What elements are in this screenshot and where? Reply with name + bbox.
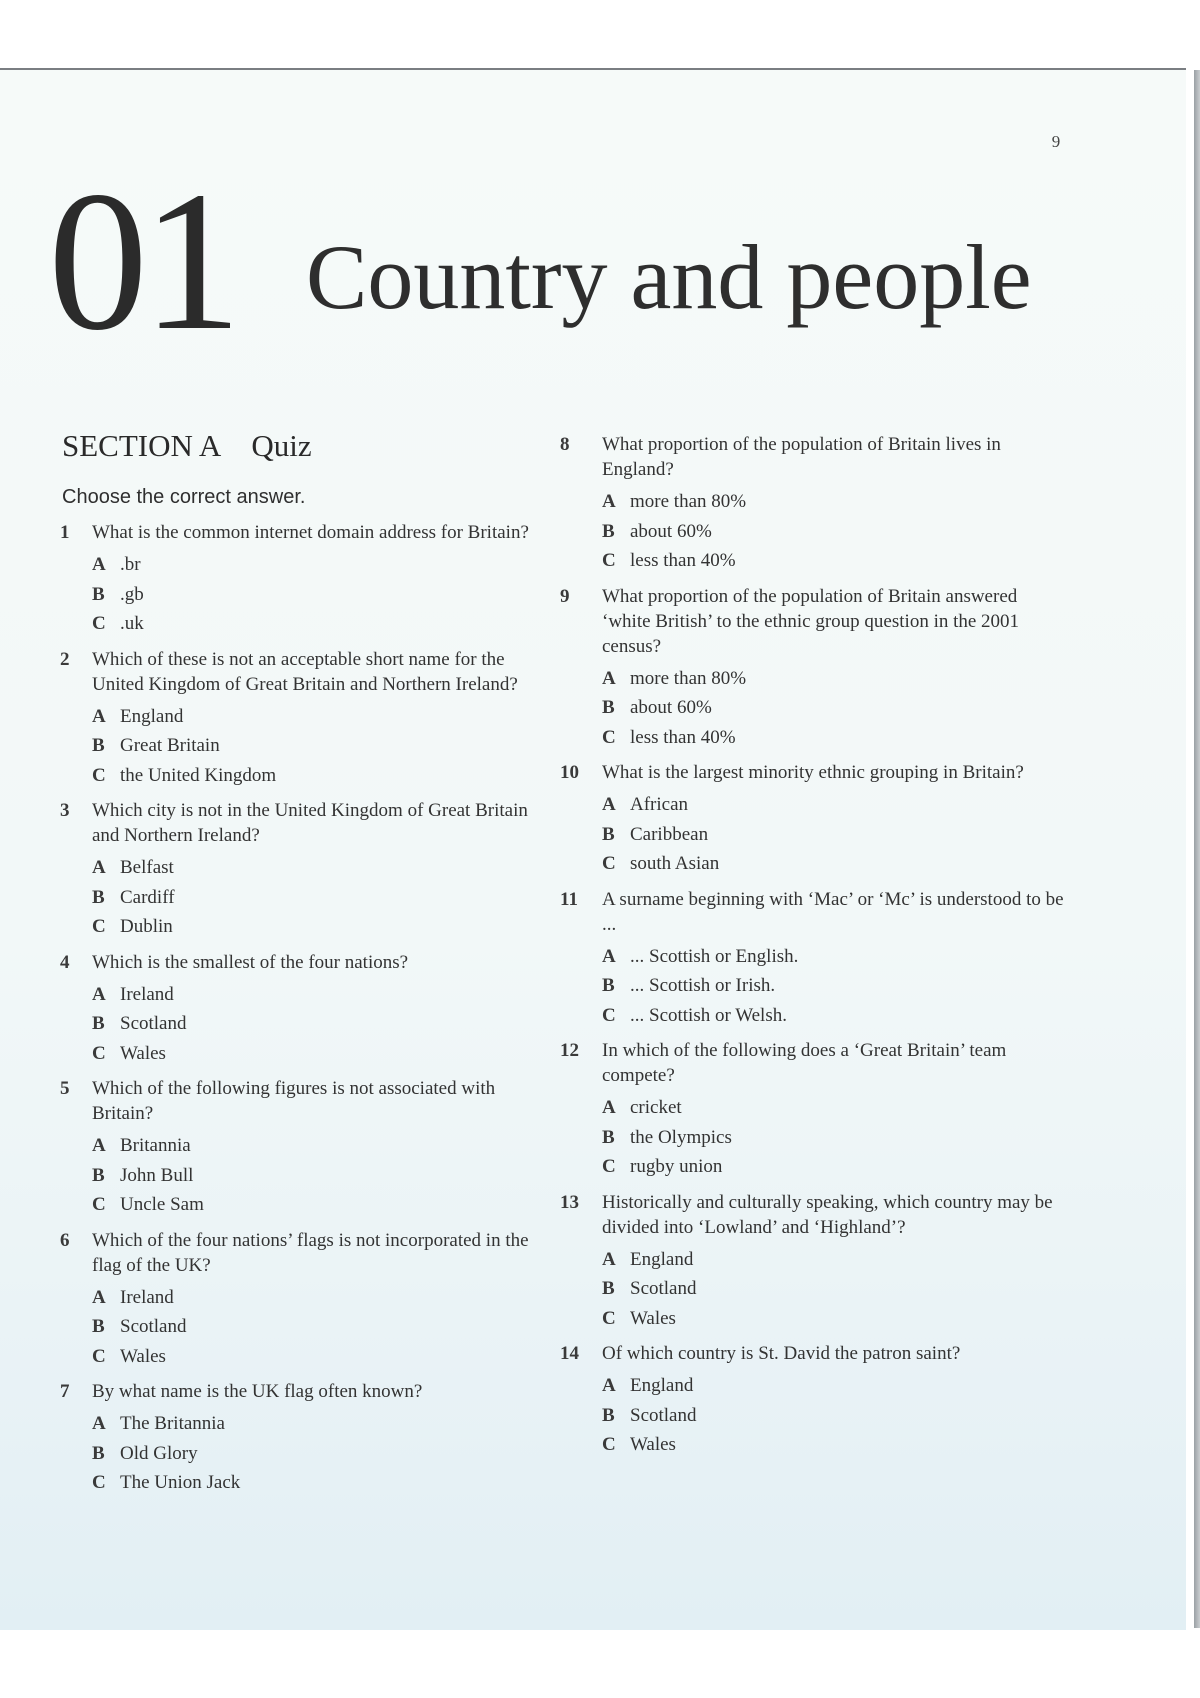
question [560,1190,1070,1334]
option [92,1342,560,1372]
option [602,1152,1070,1182]
question-text: In which of the following does a ‘Great Britain’ team compete? [602,1040,1007,1086]
option-letter: C [602,1307,616,1329]
option [602,546,1070,576]
question-number: 3 [60,800,70,821]
option-text: The Britannia [120,1413,225,1434]
section-title: Quiz [251,428,312,463]
option-letter: C [92,1345,106,1367]
question-text: What proportion of the population of Britain answered ‘white British’ to the ethnic group question in the 2001 census? [602,585,1020,657]
option-text: about 60% [630,697,712,718]
options [92,1131,560,1220]
option [92,761,560,791]
option-text: more than 80% [630,667,747,689]
option-letter: A [602,794,616,815]
option [602,1245,1070,1275]
option [602,1430,1070,1460]
question [60,1379,560,1498]
question-text: By what name is the UK flag often known? [92,1381,423,1402]
option-letter: C [92,764,106,786]
question-number: 9 [560,585,570,607]
option-letter: A [92,554,106,575]
option-text: cricket [630,1097,682,1118]
question-text: Which of the following figures is not associated with Britain? [92,1078,496,1124]
option-letter: A [92,983,106,1005]
option [602,517,1070,547]
option-text: Wales [120,1042,166,1064]
question-number: 4 [60,951,70,973]
option [92,883,560,913]
question [560,432,1070,576]
option [92,1039,560,1069]
question-text: Which city is not in the United Kingdom of Great Britain and Northern Ireland? [92,800,528,846]
option-letter: A [92,857,106,878]
option-letter: A [92,705,106,727]
option-letter: C [92,916,106,937]
option-letter: C [602,550,616,571]
option-text: .gb [120,583,144,605]
question-number: 12 [560,1040,579,1061]
option-letter: C [92,1194,106,1215]
option-letter: B [92,1442,105,1464]
question-text: What proportion of the population of Britain lives in England? [602,434,1001,480]
option-letter: B [92,583,105,605]
options [602,1371,1070,1460]
option [92,702,560,732]
option-text: Scotland [630,1404,697,1426]
option [602,971,1070,1001]
option-text: less than 40% [630,726,736,748]
option-letter: C [92,1042,106,1064]
option-letter: B [602,823,615,845]
question-number: 14 [560,1343,579,1364]
option [602,1001,1070,1031]
option [92,1161,560,1191]
option [92,1009,560,1039]
question-number: 10 [560,762,579,783]
question [60,950,560,1069]
question-number: 6 [60,1229,70,1251]
option-text: Scotland [630,1278,697,1299]
question [560,760,1070,879]
question-number: 11 [560,888,578,910]
question [60,647,560,791]
section-heading [62,428,312,464]
option-letter: A [602,1248,616,1270]
option [92,1439,560,1469]
question-column-right [560,432,1070,1468]
option-text: Wales [630,1434,676,1455]
question-number: 8 [560,434,570,455]
option [92,980,560,1010]
option [92,731,560,761]
option-letter: B [602,520,615,542]
option-text: rugby union [630,1156,723,1177]
question [60,1228,560,1372]
option-letter: B [92,1013,105,1034]
question-text: Historically and culturally speaking, which country may be divided into ‘Lowland’ and ‘Highland’? [602,1191,1053,1238]
option-text: the United Kingdom [120,764,277,786]
option-letter: C [602,1004,616,1026]
option-letter: C [602,1156,616,1177]
option [92,1468,560,1498]
option-letter: A [602,491,616,512]
option-text: England [630,1375,694,1396]
option-text: African [630,794,689,815]
option-letter: A [602,1375,616,1396]
option-text: England [120,705,184,727]
option-text: ... Scottish or Irish. [630,975,776,996]
option [602,1304,1070,1334]
option-letter: B [92,886,105,908]
option-letter: A [602,1097,616,1118]
option-letter: C [602,1434,616,1455]
option [92,1409,560,1439]
option-text: ... Scottish or Welsh. [630,1004,787,1026]
option-text: John Bull [120,1164,194,1186]
option-text: Cardiff [120,886,175,908]
option [92,1283,560,1313]
question-text: Which of the four nations’ flags is not incorporated in the flag of the UK? [92,1229,529,1276]
option [602,1123,1070,1153]
page-edge [1194,70,1200,1628]
option-text: Ireland [120,1286,174,1308]
option-text: England [630,1248,694,1270]
question-number: 5 [60,1078,70,1099]
option [92,853,560,883]
question-text: What is the common internet domain address for Britain? [92,522,529,543]
option-text: less than 40% [630,550,736,571]
option [92,1312,560,1342]
question-text: Which of these is not an acceptable short name for the United Kingdom of Great Britain and Northern Ireland? [92,648,518,695]
question [560,1038,1070,1182]
question-text: Of which country is St. David the patron saint? [602,1343,961,1364]
option [602,820,1070,850]
question-number: 13 [560,1191,579,1213]
option [602,849,1070,879]
option [602,790,1070,820]
option-text: .uk [120,613,144,634]
options [92,1283,560,1372]
option-letter: B [602,697,615,718]
option [602,723,1070,753]
option-letter: C [602,726,616,748]
options [92,1409,560,1498]
option-letter: B [602,1126,615,1148]
options [602,942,1070,1031]
options [92,980,560,1069]
options [602,1093,1070,1182]
option [602,1371,1070,1401]
options [602,790,1070,879]
options [602,487,1070,576]
option-text: Caribbean [630,823,709,845]
option-text: Britannia [120,1135,191,1156]
question-text: Which is the smallest of the four nations? [92,951,409,973]
option [602,1401,1070,1431]
option [602,1093,1070,1123]
page-number: 9 [1051,132,1061,151]
chapter-title: Country and people [306,226,1032,328]
question [60,1076,560,1220]
option-text: about 60% [630,520,712,542]
option-letter: A [92,1286,106,1308]
option-letter: C [92,1472,106,1493]
option-letter: C [92,613,106,634]
option [602,942,1070,972]
question-column-left [60,520,560,1506]
option [92,580,560,610]
option-text: Wales [120,1345,166,1367]
option-letter: B [602,1278,615,1299]
option-letter: B [92,1164,105,1186]
option-text: Wales [630,1307,676,1329]
option-text: Ireland [120,983,174,1005]
option-letter: B [602,1404,615,1426]
question-number: 2 [60,648,70,670]
option-text: Old Glory [120,1442,198,1464]
option-letter: A [92,1413,106,1434]
option-text: Scotland [120,1316,187,1337]
option-text: south Asian [630,853,720,874]
option-text: Uncle Sam [120,1194,204,1215]
option-text: Belfast [120,857,174,878]
option [92,1190,560,1220]
option-letter: B [92,1316,105,1337]
question-number: 1 [60,522,70,543]
option-letter: C [602,853,616,874]
question [560,584,1070,753]
option-letter: A [602,667,616,689]
options [92,853,560,942]
question-text: What is the largest minority ethnic grouping in Britain? [602,762,1024,783]
option [92,550,560,580]
option [92,609,560,639]
chapter-number: 01 [48,151,236,372]
option [602,693,1070,723]
instruction: Choose the correct answer. [62,486,306,508]
option [92,1131,560,1161]
option-letter: B [92,735,105,756]
option-text: Scotland [120,1013,187,1034]
option-letter: A [602,945,616,967]
section-label: SECTION A [62,428,222,463]
options [602,1245,1070,1334]
option-text: .br [120,554,141,575]
question [560,887,1070,1031]
option-text: the Olympics [630,1126,732,1148]
option-text: more than 80% [630,491,747,512]
option-text: Dublin [120,916,173,937]
options [92,550,560,639]
question-number: 7 [60,1381,70,1402]
option [602,487,1070,517]
option-text: ... Scottish or English. [630,945,799,967]
option-text: Great Britain [120,735,220,756]
question-text: A surname beginning with ‘Mac’ or ‘Mc’ is understood to be ... [602,888,1064,935]
question [60,520,560,639]
question [60,798,560,942]
option-letter: B [602,975,615,996]
option [602,1274,1070,1304]
question [560,1341,1070,1460]
option [602,664,1070,694]
options [92,702,560,791]
option-letter: A [92,1135,106,1156]
option-text: The Union Jack [120,1472,241,1493]
options [602,664,1070,753]
option [92,912,560,942]
